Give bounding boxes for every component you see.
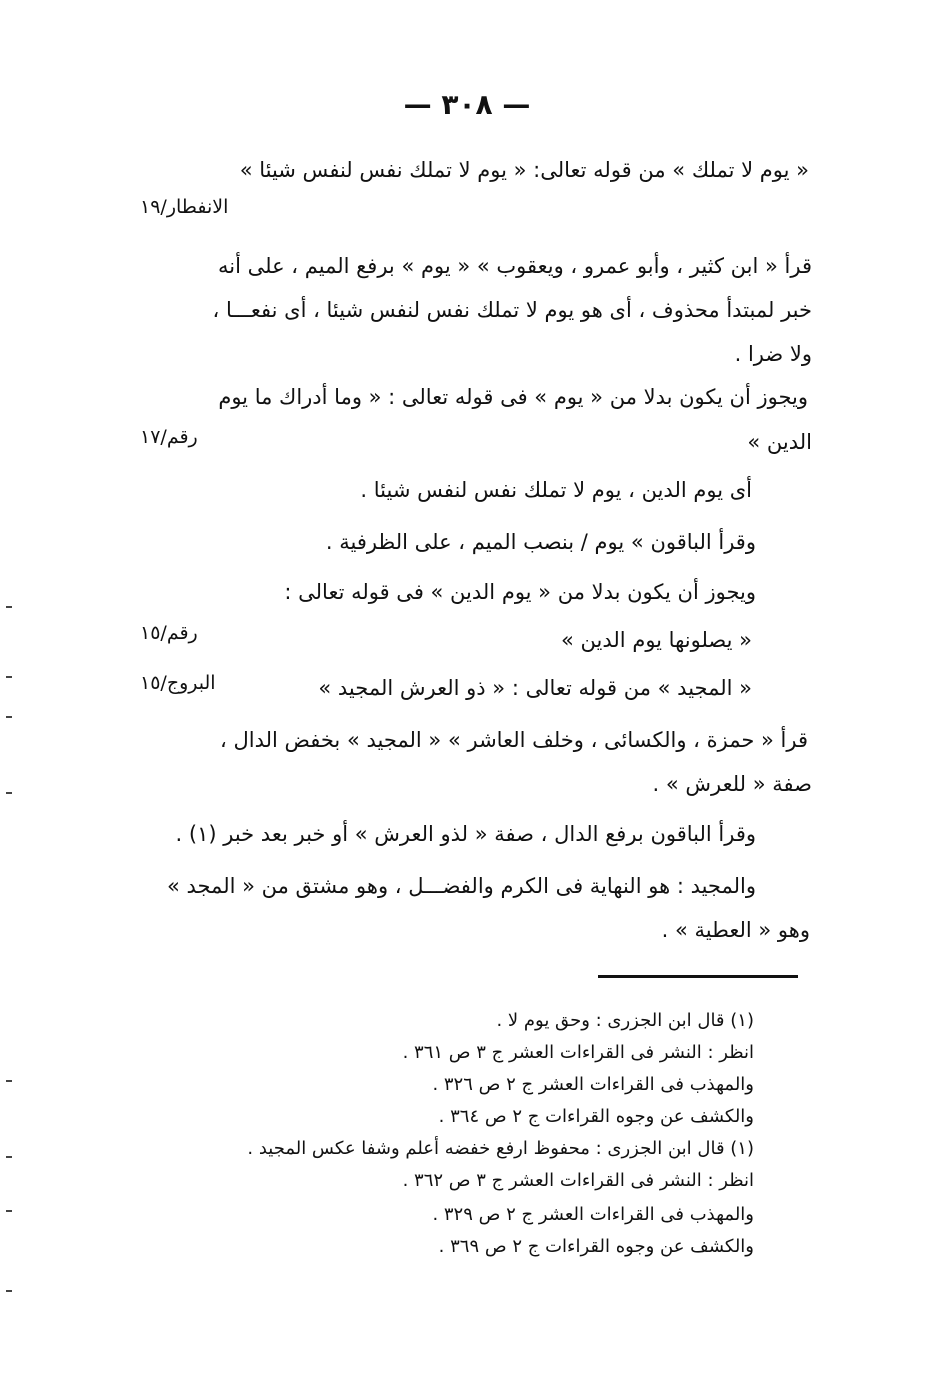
verse-reference: رقم/١٥ (140, 622, 198, 644)
scan-mark (6, 1156, 12, 1158)
text-line: « يوم لا تملك » من قوله تعالى: « يوم لا تملك نفس لنفس شيئا » (239, 158, 809, 182)
text-line: وهو « العطية » . (661, 918, 810, 942)
footnote-line: انظر : النشر فى القراءات العشر ج ٣ ص ٣٦١ . (402, 1042, 754, 1063)
text-line: قرأ « حمزة ، والكسائى ، وخلف العاشر » « المجيد » بخفض الدال ، (220, 728, 808, 752)
scan-mark (6, 676, 12, 678)
page-number: — ٣٠٨ — (403, 88, 531, 121)
footnote-line: والكشف عن وجوه القراءات ج ٢ ص ٣٦٤ . (438, 1106, 754, 1127)
text-line: ويجوز أن يكون بدلا من « يوم » فى قوله تعالى : « وما أدراك ما يوم (218, 385, 808, 409)
text-line: أى يوم الدين ، يوم لا تملك نفس لنفس شيئا . (360, 478, 752, 502)
footnote-line: والمهذب فى القراءات العشر ج ٢ ص ٣٢٦ . (432, 1074, 754, 1095)
scan-mark (6, 792, 12, 794)
scan-mark (6, 1290, 12, 1292)
scan-mark (6, 1080, 12, 1082)
scan-mark (6, 606, 12, 608)
text-line: « يصلونها يوم الدين » (561, 628, 752, 652)
text-line: ولا ضرا . (734, 342, 812, 366)
verse-reference: رقم/١٧ (140, 426, 198, 448)
footnote-line: (١) قال ابن الجزرى : وحق يوم لا . (496, 1010, 754, 1031)
text-line: وقرأ الباقون برفع الدال ، صفة « لذو العرش » أو خبر بعد خبر (١) . (175, 822, 756, 846)
footnote-line: والمهذب فى القراءات العشر ج ٢ ص ٣٢٩ . (432, 1204, 754, 1225)
text-line: والمجيد : هو النهاية فى الكرم والفضـــل ، وهو مشتق من « المجد » (166, 874, 756, 898)
text-line: قرأ « ابن كثير ، وأبو عمرو ، ويعقوب » « يوم » برفع الميم ، على أنه (218, 254, 812, 278)
footnote-line: انظر : النشر فى القراءات العشر ج ٣ ص ٣٦٢ . (402, 1170, 754, 1191)
footnote-separator (598, 975, 798, 978)
footnote-line: والكشف عن وجوه القراءات ج ٢ ص ٣٦٩ . (438, 1236, 754, 1257)
verse-reference: البروج/١٥ (140, 672, 216, 694)
text-line: ويجوز أن يكون بدلا من « يوم الدين » فى قوله تعالى : (284, 580, 756, 604)
text-line: وقرأ الباقون » يوم / بنصب الميم ، على الظرفية . (325, 530, 756, 554)
text-line: « المجيد » من قوله تعالى : « ذو العرش المجيد » (318, 676, 752, 700)
verse-reference: الانفطار/١٩ (140, 196, 229, 218)
text-line: صفة « للعرش » . (652, 772, 812, 796)
scan-mark (6, 716, 12, 718)
footnote-line: (١) قال ابن الجزرى : محفوظ ارفع خفضه أعلم وشفا عكس المجيد . (247, 1138, 754, 1159)
text-line: الدين » (747, 430, 812, 454)
scan-mark (6, 1210, 12, 1212)
text-line: خبر لمبتدأ محذوف ، أى هو يوم لا تملك نفس لنفس شيئا ، أى نفعـــا ، (212, 298, 812, 322)
